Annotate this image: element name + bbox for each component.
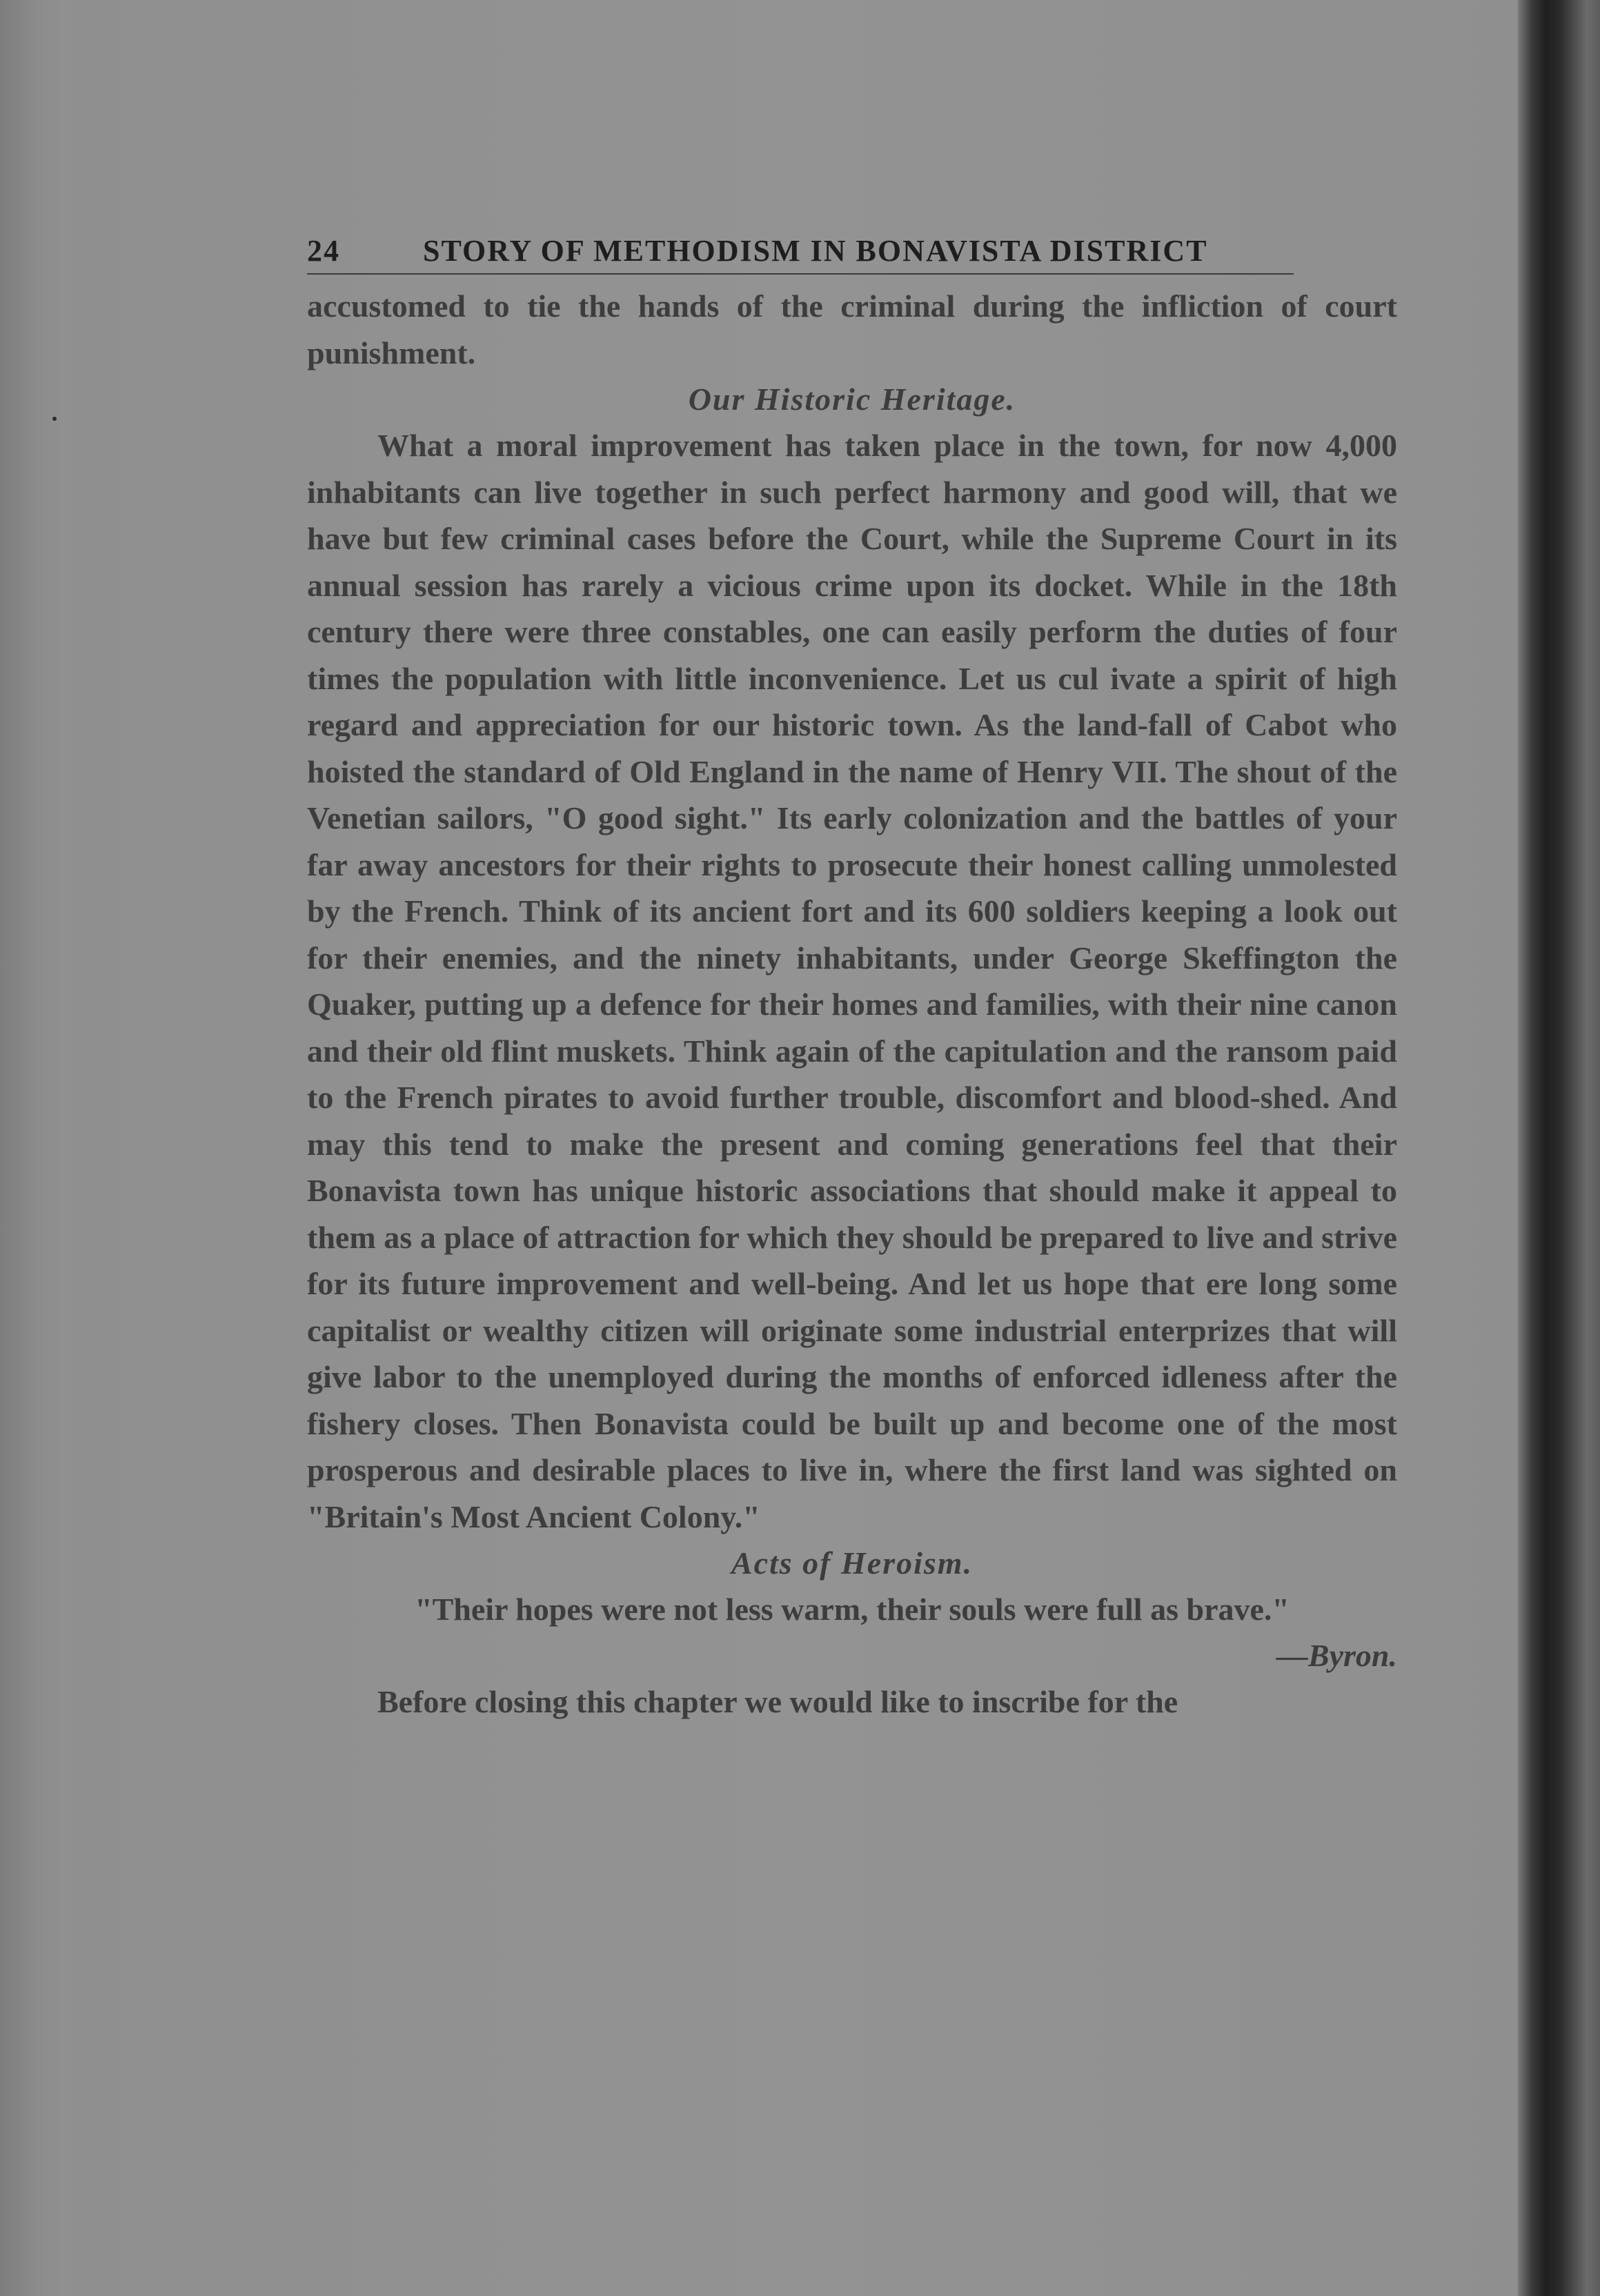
book-spine-edge xyxy=(1518,0,1600,2296)
historic-heritage-paragraph: What a moral improvement has taken place in the town, for now 4,000 inhabitants can live together in such perfect harmony and good will, that we have but few criminal cases before the Court, while the Supreme Court in its annual session has rarely a vicious crime upon its docket. While in the 18th century there were three constables, one can easily perform the duties of four times the population with little inconvenience. Let us cul ivate a spirit of high regard and appreciation for our historic town. As the land-fall of Cabot who hoisted the standard of Old England in the name of Henry VII. The shout of the Venetian sailors, "O good sight." Its early colonization and the battles of your far away ancestors for their rights to prosecute their honest calling unmolested by the French. Think of its ancient fort and its 600 soldiers keeping a look out for their enemies, and the ninety inhabitants, under George Skeffington the Quaker, putting up a defence for their homes and families, with their nine canon and their old flint muskets. Think again of the capitulation and the ransom paid to the French pirates to avoid further trouble, discomfort and blood-shed. And may this tend to make the present and coming generations feel that their Bonavista town has unique historic associations that should make it appeal to them as a place of attraction for which they should be prepared to live and strive for its future improvement and well-being. And let us hope that ere long some capitalist or wealthy citizen will originate some industrial enterprizes that will give labor to the unemployed during the months of enforced idleness after the fishery closes. Then Bonavista could be built up and become one of the most prosperous and desirable places to live in, where the first land was sighted on "Britain's Most Ancient Colony." xyxy=(307,428,1397,1534)
epigraph-attribution: —Byron. xyxy=(1276,1638,1397,1673)
body-text xyxy=(307,283,1397,1725)
header-rule xyxy=(307,273,1294,275)
running-title: STORY OF METHODISM IN BONAVISTA DISTRICT xyxy=(423,234,1208,268)
section-heading-historic-heritage: Our Historic Heritage. xyxy=(688,382,1016,417)
margin-speck xyxy=(52,417,57,421)
epigraph-quote: "Their hopes were not less warm, their souls were full as brave." xyxy=(415,1592,1290,1627)
left-margin-shadow xyxy=(0,0,66,2296)
page-number: 24 xyxy=(307,234,340,268)
page-header xyxy=(307,228,1397,276)
page-content xyxy=(307,228,1397,1725)
closing-paragraph: Before closing this chapter we would like to inscribe for the xyxy=(377,1684,1178,1719)
continuation-paragraph: accustomed to tie the hands of the criminal during the infliction of court punishment. xyxy=(307,288,1397,370)
section-heading-acts-of-heroism: Acts of Heroism. xyxy=(731,1545,974,1581)
